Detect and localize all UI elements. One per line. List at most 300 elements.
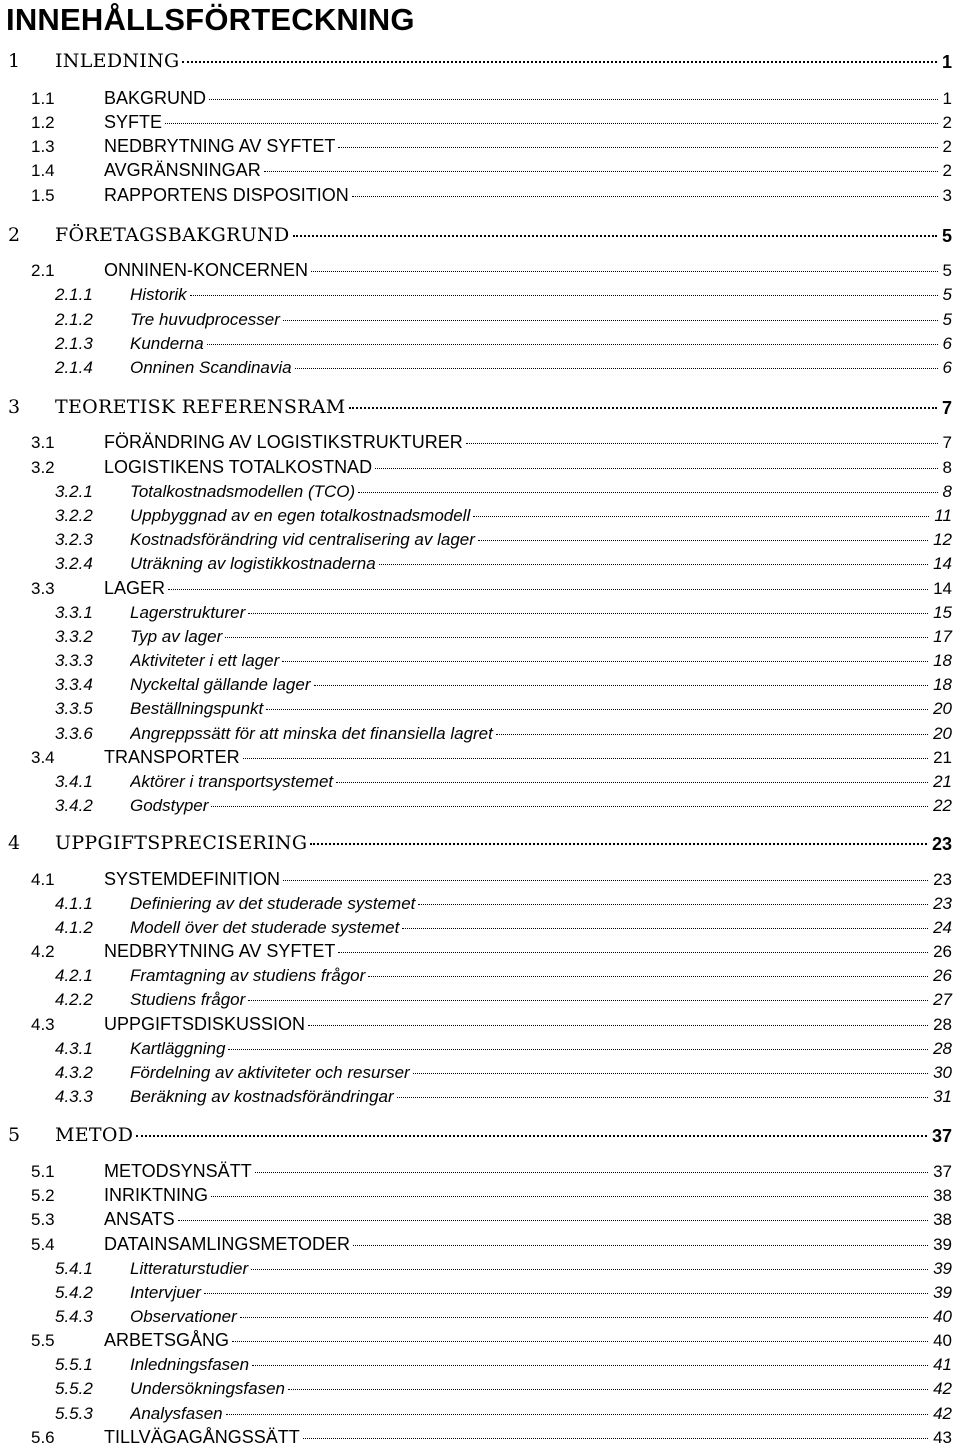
dot-leader	[248, 1000, 928, 1001]
toc-entry-page-number: 18	[933, 651, 952, 670]
toc-entry-title-row	[104, 578, 931, 599]
toc-entry-title-row	[130, 530, 931, 550]
toc-entry-title: Observationer	[130, 1307, 237, 1326]
toc-entry-title-row	[130, 1087, 931, 1107]
toc-entry[interactable]	[0, 185, 960, 209]
dot-leader	[303, 1438, 928, 1439]
toc-entry-title: Beställningspunkt	[130, 699, 264, 718]
toc-entry-number: 1	[8, 50, 21, 72]
toc-entry[interactable]	[0, 160, 960, 184]
dot-leader	[283, 320, 938, 321]
toc-entry[interactable]	[0, 626, 960, 650]
dot-leader	[478, 540, 928, 541]
toc-entry-page-number: 24	[933, 918, 952, 937]
dot-leader	[418, 904, 928, 905]
dot-leader	[136, 1135, 927, 1137]
toc-entry-page-number: 14	[933, 579, 952, 598]
dot-leader	[178, 1220, 928, 1221]
toc-entry-title: ANSATS	[104, 1209, 175, 1229]
toc-entry-page-number: 23	[933, 870, 952, 889]
toc-entry-title: Lagerstrukturer	[130, 603, 246, 622]
toc-entry-number: 5.5.1	[55, 1355, 93, 1374]
toc-entry-page-number: 27	[933, 990, 952, 1009]
toc-entry-number: 3	[8, 396, 21, 418]
toc-entry-title-row	[130, 772, 931, 792]
toc-entry-title: Tre huvudprocesser	[130, 310, 280, 329]
dot-leader	[353, 1245, 928, 1246]
toc-entry-title: Beräkning av kostnadsförändringar	[130, 1087, 394, 1106]
toc-entry-number: 4.3	[31, 1015, 55, 1034]
dot-leader	[182, 61, 937, 63]
toc-entry-title-row	[55, 50, 940, 72]
toc-entry-title-row	[104, 112, 941, 133]
toc-entry-title-row	[104, 1234, 931, 1255]
toc-entry-title-row	[130, 1063, 931, 1083]
toc-entry-title: LAGER	[104, 578, 166, 598]
toc-entry-page-number: 38	[933, 1186, 952, 1205]
toc-entry-page-number: 2	[942, 161, 952, 180]
toc-entry[interactable]	[0, 1330, 960, 1354]
toc-entry-number: 2.1.1	[55, 285, 93, 304]
toc-entry-number: 3.3.1	[55, 603, 93, 622]
dot-leader	[209, 99, 938, 100]
toc-entry-title: BAKGRUND	[104, 88, 207, 108]
toc-entry-page-number: 8	[942, 458, 952, 477]
toc-entry-number: 3.2	[31, 458, 55, 477]
toc-entry-title-row	[130, 603, 931, 623]
toc-entry-page-number: 39	[933, 1259, 952, 1278]
toc-entry-title-row	[130, 358, 941, 378]
toc-entry[interactable]	[0, 989, 960, 1013]
toc-entry[interactable]	[0, 1062, 960, 1086]
toc-entry-title-row	[130, 699, 931, 719]
dot-leader	[211, 806, 928, 807]
toc-entry[interactable]	[0, 112, 960, 136]
toc-entry[interactable]	[0, 333, 960, 357]
toc-entry[interactable]	[0, 1234, 960, 1258]
toc-entry-title-row	[130, 966, 931, 986]
dot-leader	[228, 1049, 928, 1050]
dot-leader	[204, 1293, 928, 1294]
toc-entry-title: Historik	[130, 285, 187, 304]
toc-entry-page-number: 42	[933, 1379, 952, 1398]
toc-entry-title: Totalkostnadsmodellen (TCO)	[130, 482, 356, 501]
toc-entry[interactable]	[0, 650, 960, 674]
toc-entry[interactable]	[0, 136, 960, 160]
toc-entry-number: 2.1.3	[55, 334, 93, 353]
toc-entry[interactable]	[0, 1124, 960, 1148]
toc-entry-title-row	[104, 869, 931, 890]
dot-leader	[368, 976, 928, 977]
toc-entry[interactable]	[0, 698, 960, 722]
toc-entry[interactable]	[0, 1378, 960, 1402]
toc-entry-number: 2.1.2	[55, 310, 93, 329]
toc-entry-title-row	[130, 796, 931, 816]
toc-entry-number: 4.1	[31, 870, 55, 889]
toc-entry-number: 1.3	[31, 137, 55, 156]
toc-entry-page-number: 39	[933, 1283, 952, 1302]
toc-entry[interactable]	[0, 505, 960, 529]
toc-entry-number: 4	[8, 832, 21, 854]
toc-entry-title-row	[130, 894, 931, 914]
toc-entry-title: TRANSPORTER	[104, 747, 240, 767]
toc-entry[interactable]	[0, 432, 960, 456]
toc-entry[interactable]	[0, 50, 960, 74]
dot-leader	[349, 407, 937, 409]
dot-leader	[190, 295, 938, 296]
toc-entry-title-row	[55, 396, 940, 418]
toc-entry-number: 3.2.3	[55, 530, 93, 549]
toc-entry-number: 4.3.1	[55, 1039, 93, 1058]
toc-entry-title: Onninen Scandinavia	[130, 358, 292, 377]
toc-entry-page-number: 37	[933, 1162, 952, 1181]
dot-leader	[211, 1196, 928, 1197]
dot-leader	[358, 492, 937, 493]
toc-entry-number: 4.3.2	[55, 1063, 93, 1082]
toc-entry[interactable]	[0, 602, 960, 626]
toc-entry[interactable]	[0, 284, 960, 308]
toc-entry-page-number: 20	[933, 699, 952, 718]
toc-entry-number: 4.2.1	[55, 966, 93, 985]
toc-entry-title-row	[104, 136, 941, 157]
toc-entry-title-row	[130, 334, 941, 354]
toc-entry-number: 5.4.3	[55, 1307, 93, 1326]
toc-entry-title-row	[104, 941, 931, 962]
toc-entry-title: METODSYNSÄTT	[104, 1161, 252, 1181]
toc-entry-title-row	[55, 832, 930, 854]
toc-entry-page-number: 20	[933, 724, 952, 743]
dot-leader	[397, 1097, 928, 1098]
toc-entry[interactable]	[0, 457, 960, 481]
dot-leader	[226, 1414, 928, 1415]
toc-entry-page-number: 26	[933, 966, 952, 985]
toc-entry[interactable]	[0, 771, 960, 795]
toc-entry-title: Undersökningsfasen	[130, 1379, 285, 1398]
toc-entry-number: 3.4.2	[55, 796, 93, 815]
toc-entry-number: 2	[8, 224, 21, 246]
toc-entry[interactable]	[0, 941, 960, 965]
toc-entry-title: Angreppssätt för att minska det finansiella lagret	[130, 724, 493, 743]
toc-entry[interactable]	[0, 1014, 960, 1038]
toc-entry-title: AVGRÄNSNINGAR	[104, 160, 261, 180]
toc-entry-title-row	[55, 1124, 930, 1146]
toc-entry-page-number: 12	[933, 530, 952, 549]
dot-leader	[375, 468, 937, 469]
toc-entry[interactable]	[0, 1185, 960, 1209]
toc-entry[interactable]	[0, 1306, 960, 1330]
dot-leader	[255, 1172, 928, 1173]
toc-entry-title: Fördelning av aktiviteter och resurser	[130, 1063, 410, 1082]
toc-entry-title: SYFTE	[104, 112, 163, 132]
toc-entry-title-row	[104, 432, 941, 453]
toc-entry-number: 5.3	[31, 1210, 55, 1229]
toc-entry-page-number: 41	[933, 1355, 952, 1374]
toc-entry-number: 5.5.3	[55, 1404, 93, 1423]
toc-entry-title: Uträkning av logistikkostnaderna	[130, 554, 376, 573]
dot-leader	[252, 1365, 928, 1366]
toc-entry-number: 1.4	[31, 161, 55, 180]
toc-entry-title: ONNINEN-KONCERNEN	[104, 260, 309, 280]
toc-entry-title-row	[130, 506, 932, 526]
toc-entry-page-number: 37	[931, 1126, 952, 1146]
toc-entry-title: INRIKTNING	[104, 1185, 209, 1205]
toc-entry[interactable]	[0, 529, 960, 553]
toc-entry[interactable]	[0, 747, 960, 771]
toc-entry-page-number: 17	[933, 627, 952, 646]
toc-entry[interactable]	[0, 893, 960, 917]
toc-entry-title-row	[130, 651, 931, 671]
toc-entry-title-row	[104, 1014, 931, 1035]
toc-entry-number: 3.2.1	[55, 482, 93, 501]
toc-entry-title: INLEDNING	[55, 50, 180, 72]
toc-entry-page-number: 15	[933, 603, 952, 622]
toc-entry[interactable]	[0, 578, 960, 602]
dot-leader	[240, 1317, 928, 1318]
toc-entry-number: 5.6	[31, 1428, 55, 1447]
dot-leader	[266, 709, 928, 710]
toc-entry-title-row	[130, 482, 941, 502]
toc-entry-title-row	[130, 554, 931, 574]
toc-entry-title-row	[104, 160, 941, 181]
toc-entry-title: METOD	[55, 1124, 134, 1146]
toc-entry-page-number: 1	[942, 89, 952, 108]
toc-entry[interactable]	[0, 965, 960, 989]
toc-entry-page-number: 22	[933, 796, 952, 815]
toc-entry-page-number: 40	[933, 1307, 952, 1326]
toc-entry[interactable]	[0, 260, 960, 284]
toc-entry-title: Inledningsfasen	[130, 1355, 250, 1374]
toc-entry-title: Definiering av det studerade systemet	[130, 894, 416, 913]
toc-entry-title: Uppbyggnad av en egen totalkostnadsmodell	[130, 506, 471, 525]
toc-entry-number: 5	[8, 1124, 21, 1146]
toc-entry-number: 5.4	[31, 1235, 55, 1254]
toc-entry-number: 1.2	[31, 113, 55, 132]
toc-entry-page-number: 7	[942, 433, 952, 452]
toc-entry-number: 3.3	[31, 579, 55, 598]
toc-entry-title-row	[130, 1283, 931, 1303]
toc-entry-page-number: 5	[942, 310, 952, 329]
toc-entry[interactable]	[0, 553, 960, 577]
dot-leader	[288, 1389, 928, 1390]
toc-entry-title: Kunderna	[130, 334, 204, 353]
toc-entry-page-number: 21	[933, 772, 952, 791]
dot-leader	[379, 564, 928, 565]
toc-entry-title: SYSTEMDEFINITION	[104, 869, 281, 889]
toc-entry-title: FÖRETAGSBAKGRUND	[55, 224, 290, 246]
toc-entry-page-number: 5	[942, 285, 952, 304]
toc-entry[interactable]	[0, 88, 960, 112]
toc-entry[interactable]	[0, 832, 960, 856]
toc-entry[interactable]	[0, 869, 960, 893]
toc-entry[interactable]	[0, 723, 960, 747]
toc-entry-page-number: 23	[931, 834, 952, 854]
toc-entry[interactable]	[0, 674, 960, 698]
toc-entry-page-number: 5	[941, 226, 952, 246]
toc-entry[interactable]	[0, 1427, 960, 1451]
toc-entry-number: 3.1	[31, 433, 55, 452]
dot-leader	[293, 235, 937, 237]
toc-entry-number: 3.3.2	[55, 627, 93, 646]
toc-entry-page-number: 1	[941, 52, 952, 72]
dot-leader	[402, 928, 928, 929]
toc-entry-number: 5.5.2	[55, 1379, 93, 1398]
toc-entry-title: Kostnadsförändring vid centralisering av lager	[130, 530, 475, 549]
toc-entry-number: 3.4.1	[55, 772, 93, 791]
toc-entry-title-row	[104, 260, 941, 281]
toc-entry[interactable]	[0, 1038, 960, 1062]
toc-entry-title: Typ av lager	[130, 627, 223, 646]
toc-entry-page-number: 6	[942, 334, 952, 353]
dot-leader	[311, 271, 938, 272]
toc-entry-title-row	[130, 1259, 931, 1279]
toc-entry-title: LOGISTIKENS TOTALKOSTNAD	[104, 457, 373, 477]
toc-entry-title: FÖRÄNDRING AV LOGISTIKSTRUKTURER	[104, 432, 463, 452]
toc-entry[interactable]	[0, 309, 960, 333]
dot-leader	[283, 880, 928, 881]
toc-entry-number: 3.3.6	[55, 724, 93, 743]
dot-leader	[496, 734, 928, 735]
toc-entry-number: 3.2.4	[55, 554, 93, 573]
dot-leader	[473, 516, 929, 517]
toc-entry-page-number: 43	[933, 1428, 952, 1447]
toc-entry-title: Aktörer i transportsystemet	[130, 772, 334, 791]
toc-entry[interactable]	[0, 917, 960, 941]
toc-entry-title-row	[130, 918, 931, 938]
dot-leader	[466, 443, 938, 444]
dot-leader	[413, 1073, 928, 1074]
toc-entry-number: 4.1.2	[55, 918, 93, 937]
toc-entry-page-number: 8	[942, 482, 952, 501]
toc-entry[interactable]	[0, 1086, 960, 1110]
toc-entry-number: 2.1.4	[55, 358, 93, 377]
document-title: INNEHÅLLSFÖRTECKNING	[6, 2, 415, 37]
toc-entry-title: RAPPORTENS DISPOSITION	[104, 185, 349, 205]
toc-entry-page-number: 31	[933, 1087, 952, 1106]
dot-leader	[243, 758, 928, 759]
dot-leader	[248, 613, 928, 614]
toc-entry-number: 3.2.2	[55, 506, 93, 525]
toc-entry-title: UPPGIFTSDISKUSSION	[104, 1014, 306, 1034]
toc-entry-page-number: 39	[933, 1235, 952, 1254]
toc-entry-page-number: 28	[933, 1015, 952, 1034]
toc-entry-page-number: 38	[933, 1210, 952, 1229]
toc-entry-title: Nyckeltal gällande lager	[130, 675, 311, 694]
toc-entry[interactable]	[0, 224, 960, 248]
dot-leader	[310, 843, 927, 845]
toc-entry-number: 4.2	[31, 942, 55, 961]
toc-entry-page-number: 30	[933, 1063, 952, 1082]
toc-entry-page-number: 14	[933, 554, 952, 573]
dot-leader	[168, 589, 928, 590]
toc-entry[interactable]	[0, 1258, 960, 1282]
toc-entry-page-number: 11	[934, 506, 952, 525]
dot-leader	[314, 685, 929, 686]
toc-entry-title: ARBETSGÅNG	[104, 1330, 230, 1350]
toc-entry-title-row	[130, 285, 941, 305]
dot-leader	[336, 782, 928, 783]
toc-entry-title: NEDBRYTNING AV SYFTET	[104, 136, 336, 156]
toc-entry-title-row	[104, 457, 941, 478]
toc-entry[interactable]	[0, 357, 960, 381]
dot-leader	[232, 1341, 928, 1342]
toc-entry-title-row	[130, 627, 931, 647]
toc-entry-title: Litteraturstudier	[130, 1259, 249, 1278]
toc-entry-title: Studiens frågor	[130, 990, 246, 1009]
toc-entry-title-row	[130, 310, 941, 330]
toc-entry-title-row	[104, 1427, 931, 1448]
toc-entry-title-row	[104, 1209, 931, 1230]
toc-entry-number: 3.3.4	[55, 675, 93, 694]
toc-entry-title: NEDBRYTNING AV SYFTET	[104, 941, 336, 961]
toc-entry-page-number: 26	[933, 942, 952, 961]
toc-entry-page-number: 42	[933, 1404, 952, 1423]
toc-entry-number: 5.5	[31, 1331, 55, 1350]
toc-entry[interactable]	[0, 1282, 960, 1306]
toc-entry-title: Aktiviteter i ett lager	[130, 651, 280, 670]
dot-leader	[225, 637, 928, 638]
dot-leader	[308, 1025, 928, 1026]
toc-entry[interactable]	[0, 481, 960, 505]
toc-entry[interactable]	[0, 396, 960, 420]
toc-entry-title-row	[130, 1404, 931, 1424]
toc-entry-title: Intervjuer	[130, 1283, 201, 1302]
toc-entry[interactable]	[0, 1403, 960, 1427]
toc-entry-page-number: 23	[933, 894, 952, 913]
toc-entry-page-number: 21	[933, 748, 952, 767]
toc-entry-number: 3.4	[31, 748, 55, 767]
toc-entry-title-row	[130, 990, 931, 1010]
toc-entry-title-row	[130, 1307, 931, 1327]
dot-leader	[264, 171, 938, 172]
toc-entry-page-number: 7	[941, 398, 952, 418]
toc-entry-number: 3.3.3	[55, 651, 93, 670]
toc-entry[interactable]	[0, 795, 960, 819]
toc-entry-number: 4.1.1	[55, 894, 93, 913]
toc-entry-title: Kartläggning	[130, 1039, 226, 1058]
dot-leader	[338, 147, 937, 148]
toc-entry-title: UPPGIFTSPRECISERING	[55, 832, 308, 854]
toc-entry-title-row	[55, 224, 940, 246]
toc-entry-title-row	[104, 747, 931, 768]
toc-entry-title: Framtagning av studiens frågor	[130, 966, 366, 985]
toc-entry-page-number: 3	[942, 186, 952, 205]
toc-entry-title: TILLVÄGAGÅNGSSÄTT	[104, 1427, 300, 1447]
toc-entry-number: 4.3.3	[55, 1087, 93, 1106]
toc-entry-title-row	[104, 185, 941, 206]
toc-entry-page-number: 6	[942, 358, 952, 377]
toc-entry-title-row	[130, 1379, 931, 1399]
toc-entry-title-row	[104, 1185, 931, 1206]
toc-entry-title: DATAINSAMLINGSMETODER	[104, 1234, 351, 1254]
toc-entry-page-number: 5	[942, 261, 952, 280]
toc-entry[interactable]	[0, 1354, 960, 1378]
toc-entry[interactable]	[0, 1209, 960, 1233]
dot-leader	[295, 368, 938, 369]
toc-entry-page-number: 28	[933, 1039, 952, 1058]
toc-entry-number: 1.1	[31, 89, 55, 108]
toc-entry-number: 1.5	[31, 186, 55, 205]
toc-entry-page-number: 2	[942, 137, 952, 156]
toc-entry[interactable]	[0, 1161, 960, 1185]
toc-entry-title-row	[104, 1330, 931, 1351]
toc-entry-number: 3.3.5	[55, 699, 93, 718]
dot-leader	[352, 196, 938, 197]
dot-leader	[282, 661, 928, 662]
toc-entry-title: Analysfasen	[130, 1404, 223, 1423]
toc-entry-number: 5.4.2	[55, 1283, 93, 1302]
toc-entry-number: 2.1	[31, 261, 55, 280]
toc-entry-title-row	[104, 88, 941, 109]
